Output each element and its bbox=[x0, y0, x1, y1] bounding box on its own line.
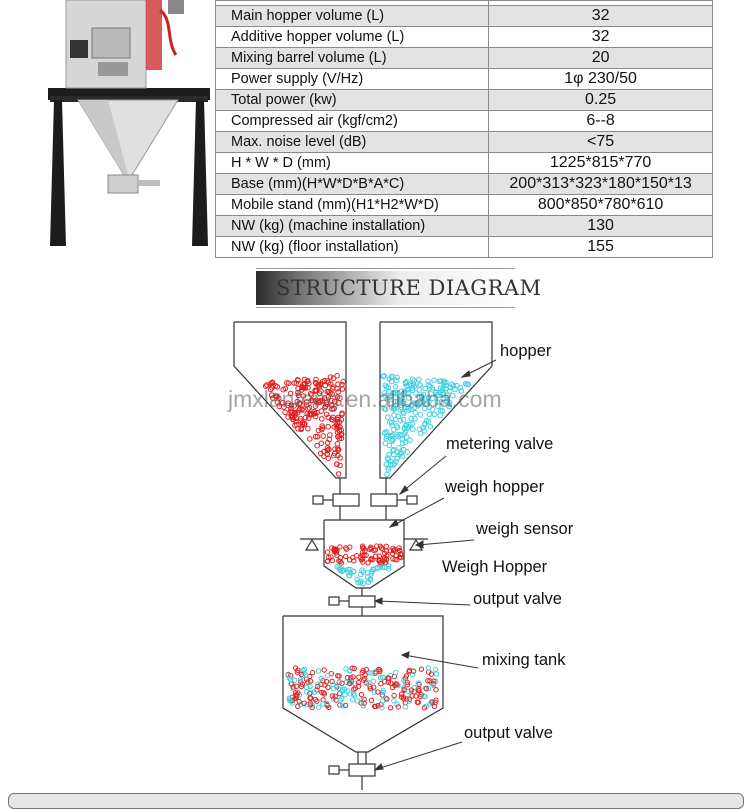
pellet bbox=[383, 441, 388, 446]
pellet bbox=[419, 667, 423, 671]
pellet bbox=[419, 431, 424, 436]
weigh-sensor-left bbox=[300, 539, 324, 550]
pellet bbox=[308, 437, 313, 442]
pellet bbox=[405, 450, 410, 455]
pellet bbox=[432, 378, 437, 383]
pellet bbox=[392, 693, 396, 697]
pellet bbox=[380, 699, 384, 703]
pellet bbox=[359, 692, 363, 696]
spec-row bbox=[216, 6, 713, 27]
pellet bbox=[338, 691, 342, 695]
pellet bbox=[308, 679, 312, 683]
spec-row bbox=[216, 27, 713, 48]
metering-valve-right bbox=[371, 494, 417, 506]
pellet bbox=[351, 697, 355, 701]
label-weigh-hopper-caption: Weigh Hopper bbox=[442, 558, 548, 576]
pellet bbox=[347, 558, 351, 562]
label-weigh-hopper: weigh hopper bbox=[445, 478, 545, 496]
spec-label: Max. noise level (dB) bbox=[216, 132, 489, 153]
spec-label: Power supply (V/Hz) bbox=[216, 69, 489, 90]
pellet bbox=[388, 706, 392, 710]
spec-label: Main hopper volume (L) bbox=[216, 6, 489, 27]
pellet bbox=[401, 417, 406, 422]
label-weigh-sensor: weigh sensor bbox=[476, 520, 574, 538]
label-output-valve-upper: output valve bbox=[473, 590, 562, 608]
pellet bbox=[438, 413, 443, 418]
spec-row bbox=[216, 237, 713, 258]
pellet bbox=[344, 546, 348, 550]
spec-value: <75 bbox=[489, 132, 713, 153]
output-valve-upper bbox=[329, 588, 375, 616]
spec-value: 32 bbox=[489, 27, 713, 48]
pellet bbox=[325, 550, 329, 554]
pellet bbox=[434, 672, 438, 676]
label-metering-valve: metering valve bbox=[446, 435, 554, 453]
pellet bbox=[340, 704, 344, 708]
pellet bbox=[428, 424, 433, 429]
spec-label: Base (mm)(H*W*D*B*A*C) bbox=[216, 174, 489, 195]
pellet bbox=[316, 669, 320, 673]
spec-value: 155 bbox=[489, 237, 713, 258]
spec-value: 32 bbox=[489, 6, 713, 27]
spec-label: NW (kg) (floor installation) bbox=[216, 237, 489, 258]
spec-value: 800*850*780*610 bbox=[489, 195, 713, 216]
spec-value: 130 bbox=[489, 216, 713, 237]
watermark: jmxlanfeng.en.alibaba.com bbox=[228, 386, 502, 412]
spec-row bbox=[216, 195, 713, 216]
spec-label: H * W * D (mm) bbox=[216, 153, 489, 174]
output-valve-lower bbox=[329, 764, 375, 790]
pellet bbox=[321, 434, 326, 439]
metering-valve-left bbox=[313, 494, 359, 506]
pellet bbox=[326, 424, 331, 429]
spec-label: Additive hopper volume (L) bbox=[216, 27, 489, 48]
pellet bbox=[392, 427, 397, 432]
next-section-bar bbox=[8, 793, 744, 809]
pellet bbox=[394, 671, 398, 675]
machine-photo bbox=[48, 0, 210, 246]
pellet bbox=[392, 699, 396, 703]
pellet bbox=[344, 554, 348, 558]
spec-row bbox=[216, 153, 713, 174]
spec-label: Mobile stand (mm)(H1*H2*W*D) bbox=[216, 195, 489, 216]
pellet bbox=[385, 472, 390, 477]
pellet bbox=[320, 417, 325, 422]
pellet bbox=[319, 441, 324, 446]
spec-row bbox=[216, 48, 713, 69]
spec-row bbox=[216, 90, 713, 111]
spec-value: 6--8 bbox=[489, 111, 713, 132]
pellet bbox=[411, 427, 416, 432]
spec-row bbox=[216, 216, 713, 237]
pellet bbox=[417, 377, 422, 382]
label-hopper: hopper bbox=[500, 342, 552, 360]
spec-value: 0.25 bbox=[489, 90, 713, 111]
spec-row bbox=[216, 174, 713, 195]
section-title: STRUCTURE DIAGRAM bbox=[276, 276, 542, 300]
pellet bbox=[403, 440, 408, 445]
spec-row bbox=[216, 132, 713, 153]
spec-value: 200*313*323*180*150*13 bbox=[489, 174, 713, 195]
pellet bbox=[366, 561, 370, 565]
spec-label: Compressed air (kgf/cm2) bbox=[216, 111, 489, 132]
structure-diagram bbox=[0, 310, 750, 790]
spec-label: Mixing barrel volume (L) bbox=[216, 48, 489, 69]
pellet bbox=[371, 679, 375, 683]
pellet bbox=[336, 472, 341, 477]
pellet bbox=[328, 433, 333, 438]
spec-table bbox=[215, 0, 713, 258]
pellet bbox=[398, 418, 403, 423]
spec-value: 1φ 230/50 bbox=[489, 69, 713, 90]
pellet bbox=[322, 668, 326, 672]
banner-rule-bottom bbox=[256, 307, 515, 308]
pellet bbox=[392, 413, 397, 418]
pellet bbox=[326, 673, 330, 677]
spec-label: NW (kg) (machine installation) bbox=[216, 216, 489, 237]
pellet bbox=[357, 675, 361, 679]
label-output-valve-lower: output valve bbox=[464, 724, 553, 742]
pellet bbox=[434, 667, 438, 671]
spec-row bbox=[216, 111, 713, 132]
spec-row bbox=[216, 69, 713, 90]
pellet bbox=[434, 688, 438, 692]
pellet bbox=[343, 693, 347, 697]
pellet bbox=[306, 426, 311, 431]
spec-value: 20 bbox=[489, 48, 713, 69]
spec-label: Total power (kw) bbox=[216, 90, 489, 111]
pellet bbox=[316, 705, 320, 709]
pellet bbox=[386, 415, 391, 420]
pellet bbox=[379, 682, 383, 686]
pellet bbox=[418, 412, 423, 417]
banner-rule-top bbox=[256, 268, 515, 269]
pellet bbox=[369, 698, 373, 702]
pellet bbox=[353, 693, 357, 697]
spec-value: 1225*815*770 bbox=[489, 153, 713, 174]
pellet bbox=[303, 415, 308, 420]
label-mixing-tank: mixing tank bbox=[482, 651, 566, 669]
pellet bbox=[395, 456, 400, 461]
